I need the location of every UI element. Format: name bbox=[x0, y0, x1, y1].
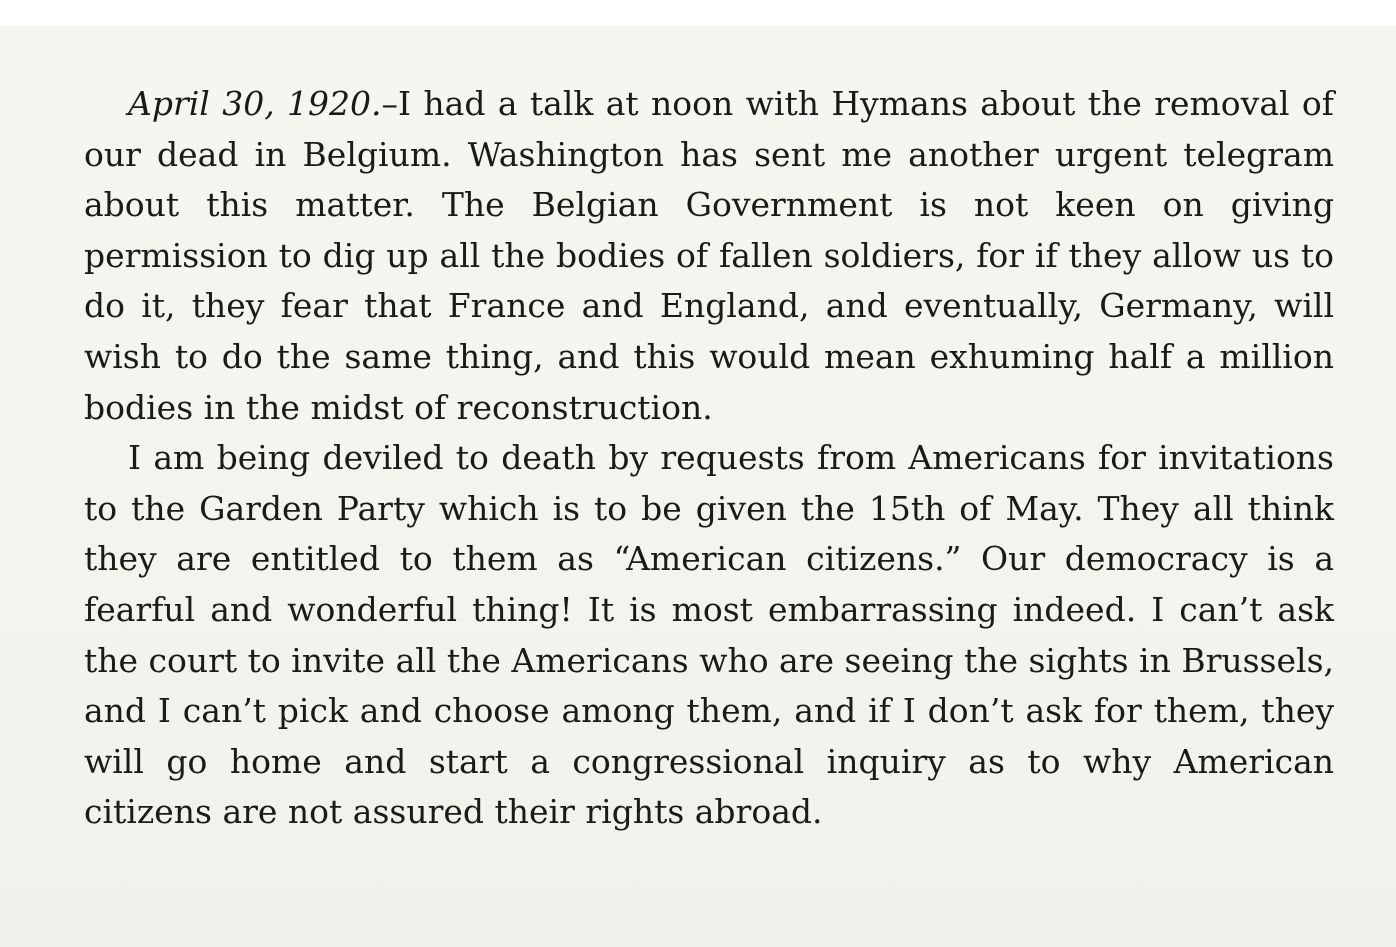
date-dash: – bbox=[381, 84, 399, 123]
paragraph-first-body: I had a talk at noon with Hymans about the removal of our dead in Belgium. Washington has sent me another urgent telegram about this matter. The Belgian Government is not keen on giving permission to dig up all the bodies of fallen soldiers, for if they allow us to do it, they fear that France and England, and eventually, Germany, will wish to do the same thing, and this would mean exhuming half a million bodies in the midst of reconstruction. bbox=[84, 84, 1334, 427]
book-page bbox=[0, 26, 1396, 947]
paragraph-second: I am being deviled to death by requests from Americans for invitations to the Garden Party which is to be given the 15th of May. They all think they are entitled to them as “American citizens.” Our democracy is a fearful and wonderful thing! It is most embarrassing indeed. I can’t ask the court to invite all the Americans who are seeing the sights in Brussels, and I can’t pick and choose among them, and if I don’t ask for them, they will go home and start a congressional inquiry as to why American citizens are not assured their rights abroad. bbox=[84, 438, 1334, 832]
entry-date: April 30, 1920. bbox=[128, 84, 382, 123]
top-margin-strip bbox=[0, 0, 1396, 26]
diary-text bbox=[84, 79, 1334, 838]
paragraph-first bbox=[84, 79, 1334, 433]
